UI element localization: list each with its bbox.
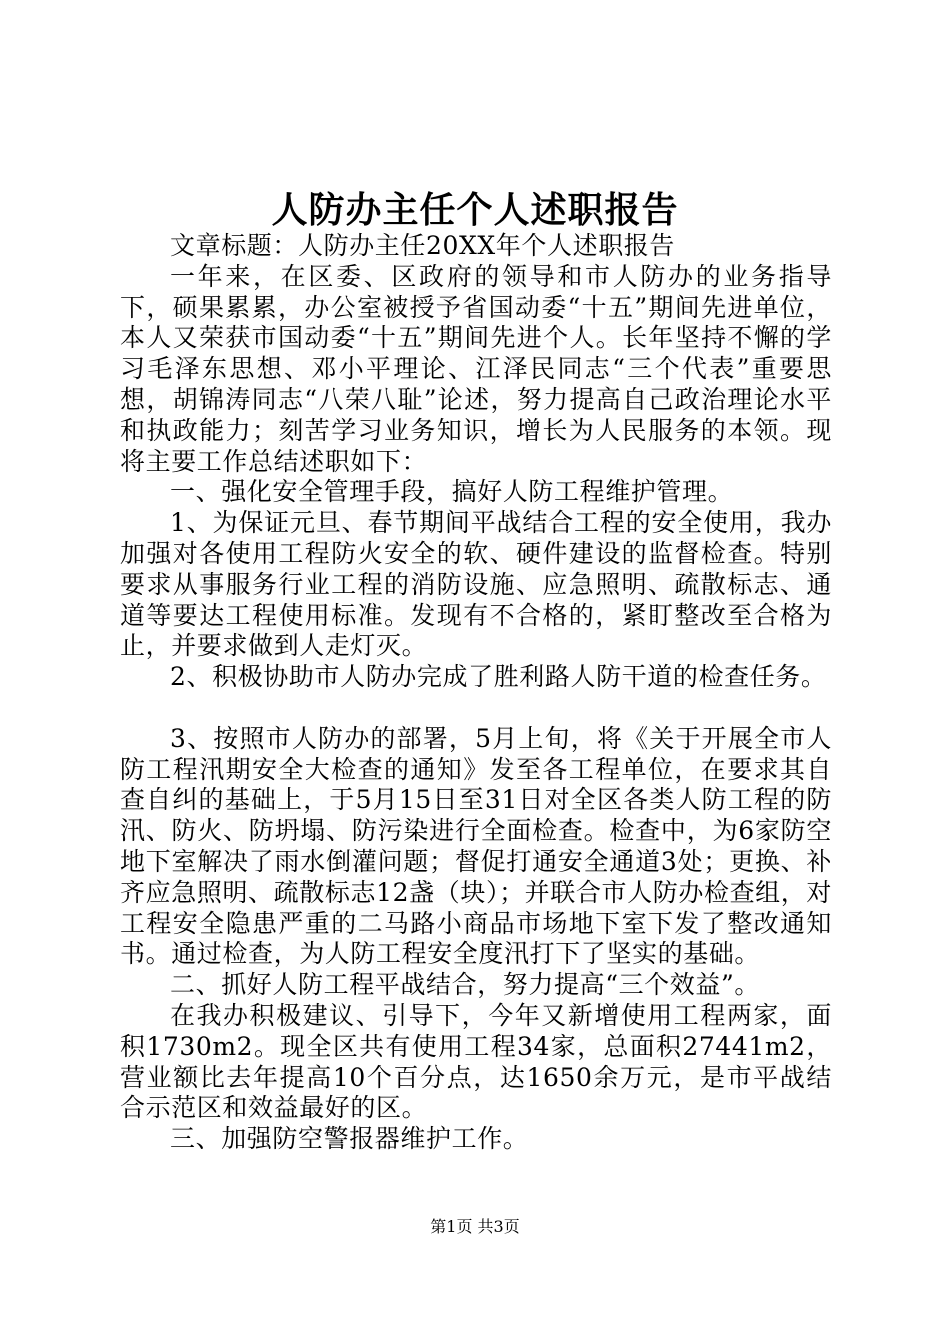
paragraph-section-2-heading: 二、抓好人防工程平战结合，努力提高“三个效益”。 (170, 970, 760, 1000)
paragraph-item-1: 1、为保证元旦、春节期间平战结合工程的安全使用，我办加强对各使用工程防火安全的软、硬件建设的监督检查。特别要求从事服务行业工程的消防设施、应急照明、疏散标志、通道等要达工程使用标准。发现有不合格的，紧盯整改至合格为止，并要求做到人走灯灭。 (120, 508, 832, 661)
document-title: 人防办主任个人述职报告 (271, 189, 679, 231)
paragraph-section-2-body: 在我办积极建议、引导下，今年又新增使用工程两家，面积1730m2。现全区共有使用工程34家，总面积27441m2，营业额比去年提高10个百分点，达1650余万元，是市平战结合示范区和效益最好的区。 (120, 1000, 832, 1123)
paragraph-section-3-heading: 三、加强防空警报器维护工作。 (170, 1124, 529, 1154)
paragraph-intro: 一年来，在区委、区政府的领导和市人防办的业务指导下，硕果累累，办公室被授予省国动委“十五”期间先进单位，本人又荣获市国动委“十五”期间先进个人。长年坚持不懈的学习毛泽东思想、邓小平理论、江泽民同志“三个代表”重要思想，胡锦涛同志“八荣八耻”论述，努力提高自己政治理论水平和执政能力；刻苦学习业务知识，增长为人民服务的本领。现将主要工作总结述职如下： (120, 261, 832, 476)
blank-line (120, 693, 832, 724)
paragraph-item-3: 3、按照市人防办的部署，5月上旬，将《关于开展全市人防工程汛期安全大检查的通知》发至各工程单位，在要求其自查自纠的基础上，于5月15日至31日对全区各类人防工程的防汛、防火、防坍塌、防污染进行全面检查。检查中，为6家防空地下室解决了雨水倒灌问题；督促打通安全通道3处；更换、补齐应急照明、疏散标志12盏（块）；并联合市人防办检查组，对工程安全隐患严重的二马路小商品市场地下室下发了整改通知书。通过检查，为人防工程安全度汛打下了坚实的基础。 (120, 723, 832, 969)
paragraph-section-1-heading: 一、强化安全管理手段，搞好人防工程维护管理。 (170, 477, 734, 507)
paragraph-article-title: 文章标题：人防办主任20XX年个人述职报告 (170, 231, 676, 260)
page-footer: 第1页 共3页 (430, 1217, 520, 1236)
paragraph-item-2: 2、积极协助市人防办完成了胜利路人防干道的检查任务。 (170, 662, 827, 692)
document-body (120, 231, 832, 1155)
